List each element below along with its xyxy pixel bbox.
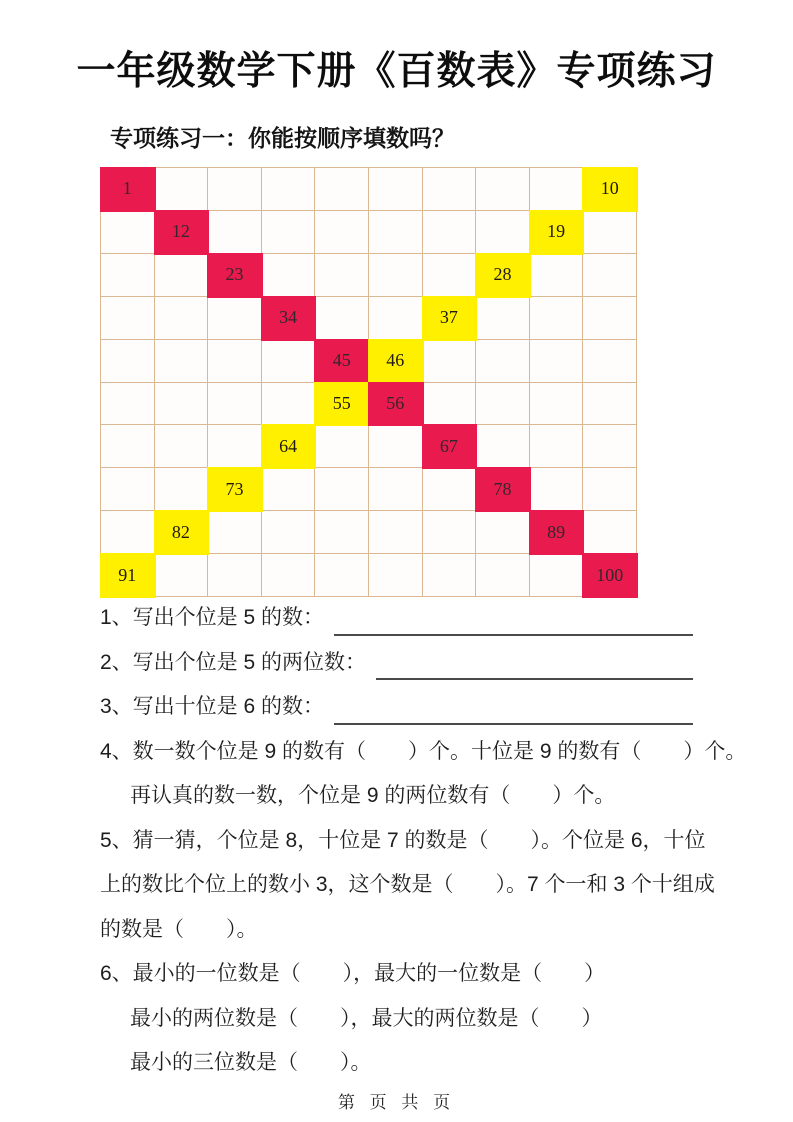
grid-cell-blank[interactable] — [315, 468, 369, 511]
grid-cell-blank[interactable] — [101, 297, 155, 340]
grid-cell-blank[interactable] — [101, 383, 155, 426]
grid-cell-blank[interactable] — [476, 211, 530, 254]
grid-cell-blank[interactable] — [315, 297, 369, 340]
grid-cell-blank[interactable] — [369, 468, 423, 511]
grid-cell-blank[interactable] — [101, 340, 155, 383]
grid-cell-blank[interactable] — [583, 340, 637, 383]
grid-cell-value: 64 — [262, 425, 316, 468]
question-4-text: 再认真的数一数，个位是 9 的两位数有（ ）个。 — [130, 784, 616, 807]
grid-cell-blank[interactable] — [208, 511, 262, 554]
question-2-line — [100, 646, 693, 691]
grid-cell-value: 45 — [315, 340, 369, 383]
question-6-line — [100, 957, 693, 1002]
question-5-text: 的数是（ ）。 — [100, 917, 258, 941]
grid-cell-blank[interactable] — [155, 254, 209, 297]
answer-blank-line[interactable] — [334, 723, 693, 725]
question-5-line — [100, 824, 706, 869]
grid-cell-blank[interactable] — [315, 211, 369, 254]
grid-cell-value: 89 — [530, 511, 584, 554]
grid-cell-blank[interactable] — [155, 297, 209, 340]
grid-cell-value: 37 — [423, 297, 477, 340]
grid-cell-blank[interactable] — [423, 168, 477, 211]
grid-cell-blank[interactable] — [423, 340, 477, 383]
grid-cell-blank[interactable] — [101, 468, 155, 511]
grid-cell-blank[interactable] — [155, 168, 209, 211]
grid-cell-blank[interactable] — [315, 168, 369, 211]
section-subtitle: 专项练习一：你能按顺序填数吗？ — [110, 125, 455, 151]
question-3-line — [100, 690, 693, 735]
grid-cell-value: 12 — [155, 211, 209, 254]
grid-cell-blank[interactable] — [262, 254, 316, 297]
grid-cell-value: 91 — [101, 554, 155, 597]
question-5-text: 上的数比个位上的数小 3，这个数是（ ）。7 个一和 3 个十组成 — [100, 873, 715, 896]
grid-cell-blank[interactable] — [262, 168, 316, 211]
grid-cell-blank[interactable] — [155, 425, 209, 468]
grid-cell-blank[interactable] — [369, 254, 423, 297]
question-6-line — [100, 1002, 693, 1047]
grid-cell-blank[interactable] — [583, 425, 637, 468]
question-6-text: 最小的三位数是（ ）。 — [130, 1051, 372, 1074]
grid-cell-blank[interactable] — [262, 340, 316, 383]
grid-cell-blank[interactable] — [101, 425, 155, 468]
grid-cell-blank[interactable] — [476, 383, 530, 426]
grid-cell-blank[interactable] — [583, 383, 637, 426]
grid-cell-blank[interactable] — [208, 383, 262, 426]
grid-cell-blank[interactable] — [476, 511, 530, 554]
grid-cell-blank[interactable] — [369, 211, 423, 254]
grid-cell-blank[interactable] — [369, 511, 423, 554]
grid-cell-blank[interactable] — [530, 468, 584, 511]
grid-cell-blank[interactable] — [208, 554, 262, 597]
grid-cell-blank[interactable] — [530, 254, 584, 297]
grid-cell-blank[interactable] — [476, 554, 530, 597]
grid-cell-value: 28 — [476, 254, 530, 297]
grid-cell-blank[interactable] — [208, 340, 262, 383]
grid-cell-blank[interactable] — [369, 554, 423, 597]
grid-cell-blank[interactable] — [315, 425, 369, 468]
grid-cell-blank[interactable] — [369, 168, 423, 211]
question-list — [100, 601, 747, 1091]
grid-cell-blank[interactable] — [101, 254, 155, 297]
question-3-text: 3、写出十位是 6 的数： — [100, 695, 325, 718]
grid-cell-blank[interactable] — [530, 297, 584, 340]
grid-cell-blank[interactable] — [583, 211, 637, 254]
grid-cell-value: 73 — [208, 468, 262, 511]
grid-cell-blank[interactable] — [423, 511, 477, 554]
page-title: 一年级数学下册《百数表》专项练习 — [76, 50, 717, 93]
grid-cell-blank[interactable] — [423, 468, 477, 511]
grid-cell-blank[interactable] — [583, 511, 637, 554]
grid-cell-blank[interactable] — [262, 468, 316, 511]
question-4-line — [100, 779, 693, 824]
grid-cell-blank[interactable] — [155, 468, 209, 511]
grid-cell-blank[interactable] — [262, 554, 316, 597]
grid-cell-value: 1 — [101, 168, 155, 211]
grid-cell-value: 34 — [262, 297, 316, 340]
grid-cell-blank[interactable] — [530, 168, 584, 211]
grid-cell-blank[interactable] — [476, 168, 530, 211]
grid-cell-blank[interactable] — [155, 383, 209, 426]
grid-cell-blank[interactable] — [423, 211, 477, 254]
grid-cell-blank[interactable] — [423, 383, 477, 426]
question-6-text: 6、最小的一位数是（ ），最大的一位数是（ ） — [100, 962, 606, 985]
grid-cell-value: 100 — [583, 554, 637, 597]
question-4-line — [100, 735, 747, 780]
grid-cell-blank[interactable] — [476, 340, 530, 383]
grid-cell-value: 23 — [208, 254, 262, 297]
grid-cell-value: 19 — [530, 211, 584, 254]
grid-cell-blank[interactable] — [208, 211, 262, 254]
question-1-line — [100, 601, 693, 646]
grid-cell-value: 56 — [369, 383, 423, 426]
grid-cell-blank[interactable] — [101, 511, 155, 554]
grid-cell-blank[interactable] — [208, 297, 262, 340]
grid-cell-blank[interactable] — [155, 554, 209, 597]
grid-cell-value: 78 — [476, 468, 530, 511]
grid-cell-value: 67 — [423, 425, 477, 468]
hundred-chart — [100, 167, 637, 597]
question-6-line — [100, 1046, 693, 1091]
grid-cell-blank[interactable] — [369, 425, 423, 468]
question-4-text: 4、数一数个位是 9 的数有（ ）个。十位是 9 的数有（ ）个。 — [100, 739, 747, 763]
grid-cell-blank[interactable] — [476, 425, 530, 468]
grid-cell-blank[interactable] — [315, 511, 369, 554]
grid-cell-blank[interactable] — [583, 468, 637, 511]
grid-cell-blank[interactable] — [530, 340, 584, 383]
grid-cell-blank[interactable] — [530, 425, 584, 468]
question-5-line — [100, 868, 715, 913]
grid-cell-blank[interactable] — [423, 554, 477, 597]
grid-cell-blank[interactable] — [262, 383, 316, 426]
question-5-text: 5、猜一猜，个位是 8，十位是 7 的数是（ ）。个位是 6，十位 — [100, 828, 706, 852]
grid-cell-value: 55 — [315, 383, 369, 426]
page-footer: 第 页 共 页 — [337, 1093, 456, 1112]
grid-cell-blank[interactable] — [369, 297, 423, 340]
grid-cell-blank[interactable] — [155, 340, 209, 383]
grid-cell-blank[interactable] — [423, 254, 477, 297]
grid-cell-blank[interactable] — [530, 554, 584, 597]
grid-cell-blank[interactable] — [101, 211, 155, 254]
question-6-text: 最小的两位数是（ ），最大的两位数是（ ） — [130, 1006, 603, 1030]
grid-cell-blank[interactable] — [583, 297, 637, 340]
grid-cell-blank[interactable] — [315, 554, 369, 597]
answer-blank-line[interactable] — [334, 634, 693, 636]
question-5-line — [100, 913, 693, 958]
grid-cell-blank[interactable] — [583, 254, 637, 297]
answer-blank-line[interactable] — [376, 678, 693, 680]
grid-cell-blank[interactable] — [315, 254, 369, 297]
grid-cell-value: 46 — [369, 340, 423, 383]
grid-cell-blank[interactable] — [476, 297, 530, 340]
grid-cell-blank[interactable] — [208, 168, 262, 211]
grid-cell-blank[interactable] — [262, 511, 316, 554]
question-1-text: 1、写出个位是 5 的数： — [100, 606, 325, 629]
grid-cell-value: 10 — [583, 168, 637, 211]
grid-cell-blank[interactable] — [208, 425, 262, 468]
question-2-text: 2、写出个位是 5 的两位数： — [100, 650, 367, 674]
grid-cell-value: 82 — [155, 511, 209, 554]
grid-cell-blank[interactable] — [262, 211, 316, 254]
grid-cell-blank[interactable] — [530, 383, 584, 426]
